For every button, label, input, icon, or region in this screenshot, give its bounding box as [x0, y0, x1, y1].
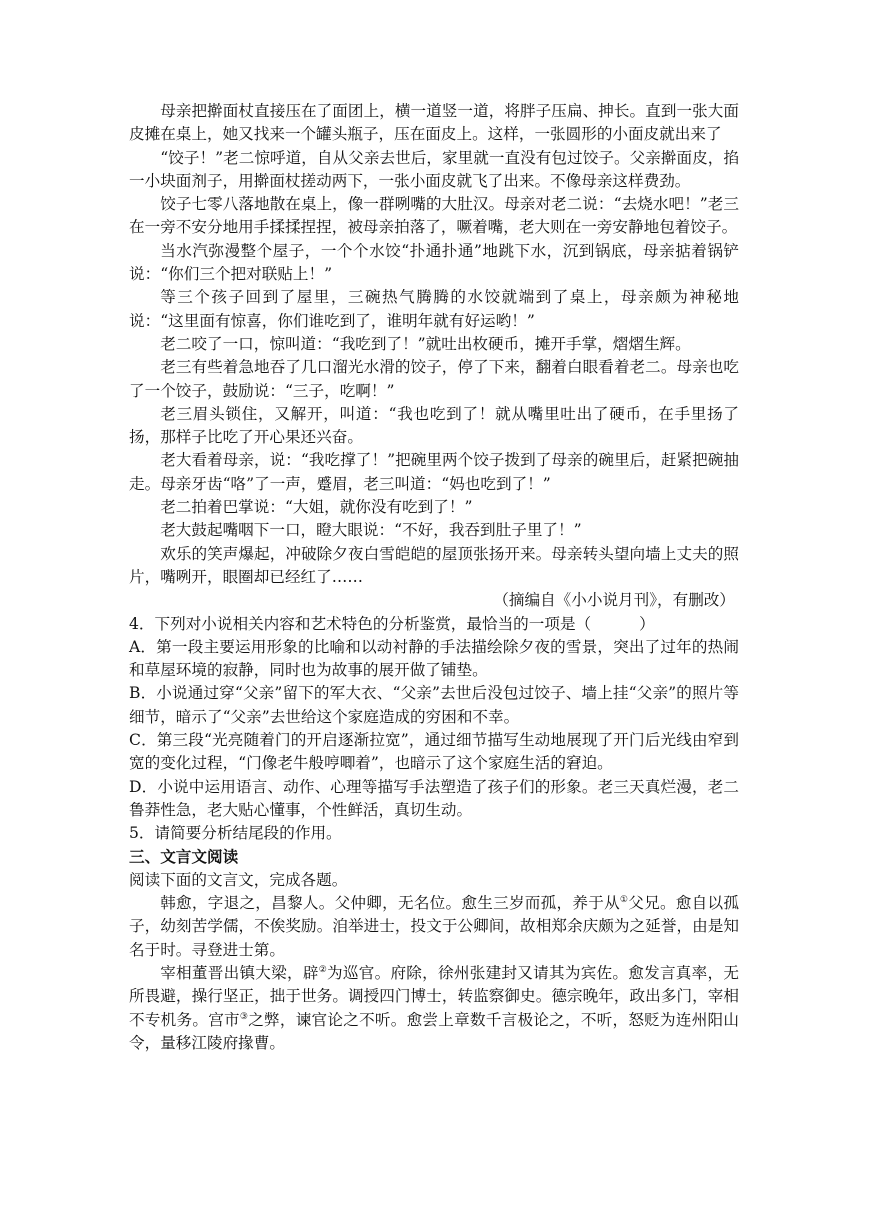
story-paragraph-9: 老大看着母亲，说：“我吃撑了！”把碗里两个饺子拨到了母亲的碗里后，赶紧把碗抽走。母亲牙齿“咯”了一声，蹙眉，老三叫道：“妈也吃到了！” [129, 451, 739, 493]
question-4-stem-close: ） [639, 614, 655, 633]
classical-paragraph-2-part-a: 宰相董晋出镇大梁，辟 [160, 963, 319, 982]
classical-paragraph-1-part-a: 韩愈，字退之，昌黎人。父仲卿，无名位。愈生三岁而孤，养于从 [160, 894, 620, 913]
classical-paragraph-2-part-c: 之弊，谏官论之不听。愈尝上章数千言极论之，不听，怒贬为连州阳山令，量移江陵府掾曹。 [129, 1010, 739, 1052]
question-4-stem-text: 4．下列对小说相关内容和艺术特色的分析鉴赏，最恰当的一项是（ [129, 614, 592, 633]
story-paragraph-4: 当水汽弥漫整个屋子，一个个水饺“扑通扑通”地跳下水，沉到锅底，母亲掂着锅铲说：“你们三个把对联贴上！” [129, 241, 739, 284]
document-page [129, 100, 739, 1055]
story-paragraph-8: 老三眉头锁住，又解开，叫道：“我也吃到了！就从嘴里吐出了硬币，在手里扬了扬，那样子比吃了开心果还兴奋。 [129, 404, 739, 447]
section-3-title: 三、文言文阅读 [129, 847, 239, 866]
section-3 [129, 846, 739, 1056]
footnote-marker-3: ③ [239, 1011, 249, 1022]
option-b: B．小说通过穿“父亲”留下的军大衣、“父亲”去世后没包过饺子、墙上挂“父亲”的照片等细节，暗示了“父亲”去世给这个家庭造成的穷困和不幸。 [129, 684, 739, 726]
source-note: （摘编自《小小说月刊》，有删改） [493, 591, 735, 610]
question-4 [129, 613, 739, 823]
classical-paragraph-2 [129, 962, 739, 1055]
classical-paragraph-1 [129, 892, 739, 962]
story-paragraph-3: 饺子七零八落地散在桌上，像一群咧嘴的大肚汉。母亲对老二说：“去烧水吧！”老三在一旁不安分地用手揉揉捏捏，被母亲拍落了，噘着嘴，老大则在一旁安静地包着饺子。 [129, 195, 739, 237]
question-4-stem [129, 613, 739, 636]
option-c: C．第三段“光亮随着门的开启逐渐拉宽”，通过细节描写生动地展现了开门后光线由窄到宽的变化过程，“门像老牛般哼唧着”，也暗示了这个家庭生活的窘迫。 [129, 731, 739, 773]
classical-paragraph-2-part-b: 为巡官。府除，徐州张建封又请其为宾佐。愈发言真率，无所畏避，操行坚正，拙于世务。调授四门博士，转监察御史。德宗晚年，政出多门，宰相不专机务。宫市 [129, 963, 739, 1029]
story-paragraph-12: 欢乐的笑声爆起，冲破除夕夜白雪皑皑的屋顶张扬开来。母亲转头望向墙上丈夫的照片，嘴咧开，眼圈却已经红了…… [129, 544, 739, 586]
story-text [129, 100, 739, 613]
story-paragraph-1: 母亲把擀面杖直接压在了面团上，横一道竖一道，将胖子压扁、抻长。直到一张大面皮摊在桌上，她又找来一个罐头瓶子，压在面皮上。这样，一张圆形的小面皮就出来了 [129, 102, 739, 144]
footnote-marker-1: ① [619, 894, 629, 905]
story-paragraph-2: “饺子！”老二惊呼道，自从父亲去世后，家里就一直没有包过饺子。父亲擀面皮，掐一小块面剂子，用擀面杖搓动两下，一张小面皮就飞了出来。不像母亲这样费劲。 [129, 148, 739, 190]
footnote-marker-2: ② [318, 964, 328, 975]
question-5: 5．请简要分析结尾段的作用。 [129, 824, 342, 843]
classical-paragraph-1-part-b: 父兄。愈自以孤子，幼刻苦学儒，不俟奖励。洎举进士，投文于公卿间，故相郑余庆颇为之延誉，由是知名于时。寻登进士第。 [129, 894, 739, 959]
story-paragraph-10: 老二拍着巴掌说：“大姐，就你没有吃到了！” [160, 498, 473, 517]
story-paragraph-11: 老大鼓起嘴咽下一口，瞪大眼说：“不好，我吞到肚子里了！” [160, 521, 582, 540]
story-paragraph-7: 老三有些着急地吞了几口溜光水滑的饺子，停了下来，翻着白眼看着老二。母亲也吃了一个饺子，鼓励说：“三子，吃啊！” [129, 358, 739, 400]
story-paragraph-5: 等三个孩子回到了屋里，三碗热气腾腾的水饺就端到了桌上，母亲颇为神秘地说：“这里面有惊喜，你们谁吃到了，谁明年就有好运哟！” [129, 288, 739, 330]
story-paragraph-6: 老二咬了一口，惊叫道：“我吃到了！”就吐出枚硬币，摊开手掌，熠熠生辉。 [160, 334, 691, 353]
section-3-instruction: 阅读下面的文言文，完成各题。 [129, 870, 348, 889]
option-d: D．小说中运用语言、动作、心理等描写手法塑造了孩子们的形象。老三天真烂漫，老二鲁莽性急，老大贴心懂事，个性鲜活，真切生动。 [129, 777, 739, 819]
option-a: A．第一段主要运用形象的比喻和以动衬静的手法描绘除夕夜的雪景，突出了过年的热闹和草屋环境的寂静，同时也为故事的展开做了铺垫。 [129, 637, 739, 680]
